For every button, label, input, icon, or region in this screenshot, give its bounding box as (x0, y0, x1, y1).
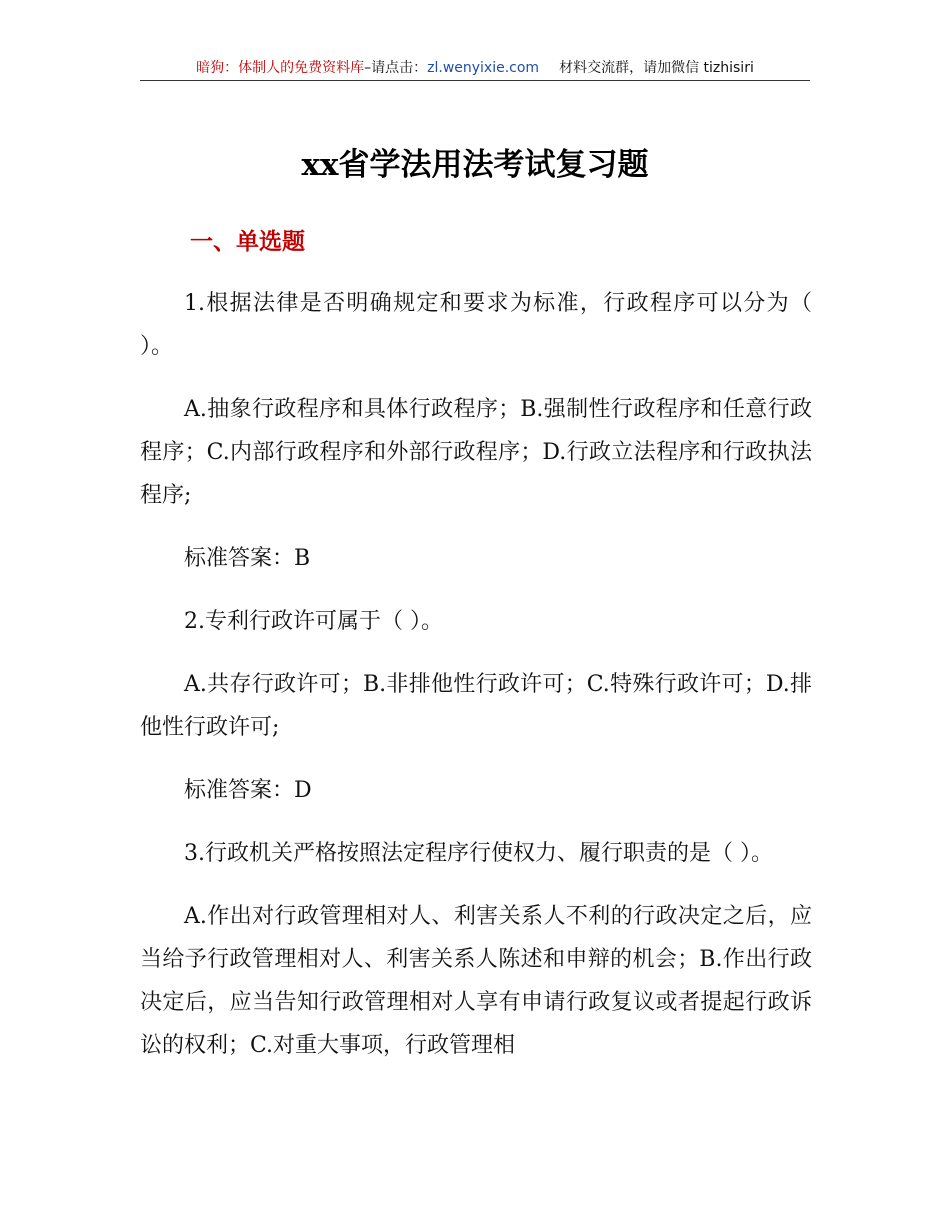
question-3-options: A.作出对行政管理相对人、利害关系人不利的行政决定之后，应当给予行政管理相对人、利害关系人陈述和申辩的机会；B.作出行政决定后，应当告知行政管理相对人享有申请行政复议或者提起行政诉讼的权利；C.对重大事项，行政管理相 (140, 904, 812, 1058)
page-header (140, 58, 810, 80)
question-2: 2.专利行政许可属于（ ）。 (184, 609, 443, 634)
header-spacer (539, 58, 559, 80)
question-1-answer: 标准答案：B (184, 546, 311, 571)
document-body (140, 282, 812, 1087)
header-group-note: 材料交流群，请加微信 tizhisiri (559, 60, 754, 76)
header-click-prefix: –请点击： (364, 60, 428, 76)
question-1: 1.根据法律是否明确规定和要求为标准，行政程序可以分为（ ）。 (140, 291, 812, 359)
section-heading: 一、单选题 (190, 229, 305, 255)
header-divider (140, 80, 810, 81)
question-1-options: A.抽象行政程序和具体行政程序；B.强制性行政程序和任意行政程序；C.内部行政程序和外部行政程序；D.行政立法程序和行政执法程序; (140, 397, 812, 508)
question-2-options: A.共存行政许可；B.非排他性行政许可；C.特殊行政许可；D.排他性行政许可; (140, 672, 812, 740)
header-brand: 暗狗：体制人的免费资料库 (196, 60, 365, 76)
question-2-answer: 标准答案：D (184, 778, 312, 803)
document-title: xx省学法用法考试复习题 (301, 147, 649, 183)
header-url-link[interactable]: zl.wenyixie.com (427, 60, 540, 76)
question-3: 3.行政机关严格按照法定程序行使权力、履行职责的是（ ）。 (184, 841, 773, 866)
